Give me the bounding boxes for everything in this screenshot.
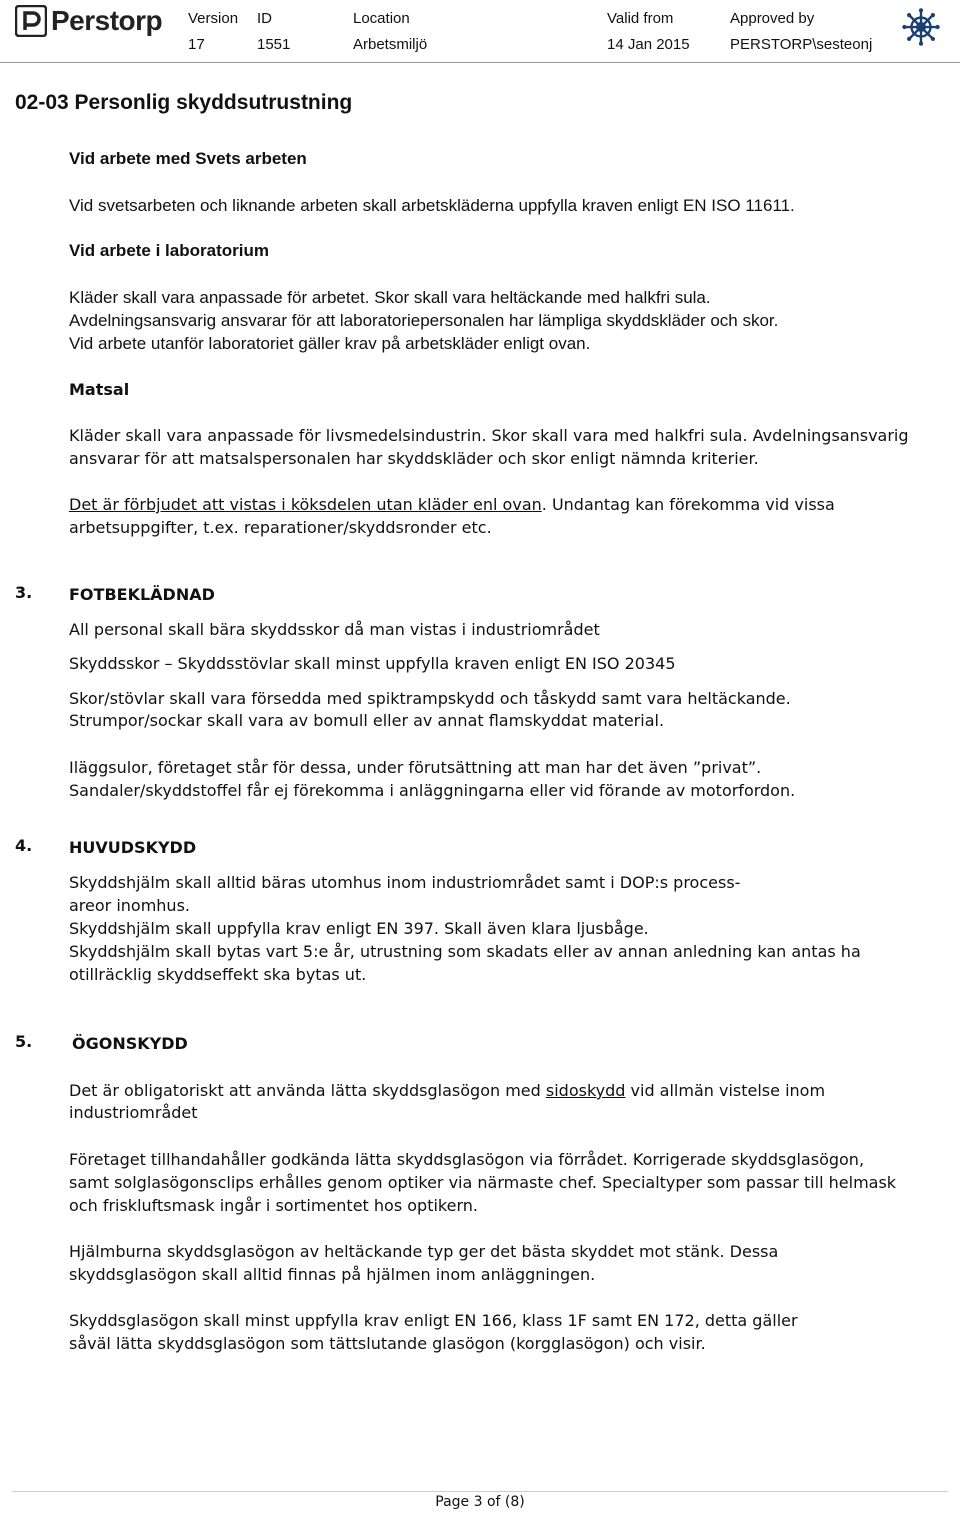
section-4-line-2: areor inomhus.: [69, 896, 190, 915]
perstorp-logo: [15, 3, 163, 41]
footer-divider: [12, 1491, 948, 1492]
matsal-forbidden-rest: . Undantag kan förekomma vid vissa: [541, 495, 835, 514]
section-3-p4-line-1: Iläggsulor, företaget står för dessa, under förutsättning att man har det även ”privat”.: [69, 758, 762, 777]
matsal-forbidden-line-1: [69, 493, 835, 516]
header-divider: [0, 62, 960, 63]
document-header: [0, 0, 960, 60]
matsal-line-2: ansvarar för att matsalspersonalen har skyddskläder och skor enligt nämnda kriterier.: [69, 449, 759, 468]
section-5-p1-before: Det är obligatoriskt att använda lätta skyddsglasögon med: [69, 1081, 546, 1100]
lab-line-3: Vid arbete utanför laboratoriet gäller krav på arbetskläder enligt ovan.: [69, 334, 591, 353]
header-version-label: Version: [188, 10, 239, 27]
svets-heading: Vid arbete med Svets arbeten: [69, 149, 307, 168]
header-approved-by-label: Approved by: [730, 10, 815, 27]
section-4-number: 4.: [15, 836, 33, 855]
svets-text: Vid svetsarbeten och liknande arbeten skall arbetskläderna uppfylla kraven enligt EN ISO 11611.: [69, 196, 795, 215]
section-5-p4-line-2: såväl lätta skyddsglasögon som tättslutande glasögon (korgglasögon) och visir.: [69, 1334, 706, 1353]
header-location-label: Location: [353, 10, 410, 27]
section-4-line-3: Skyddshjälm skall uppfylla krav enligt EN 397. Skall även klara ljusbåge.: [69, 919, 649, 938]
section-5-p1-line-2: industriområdet: [69, 1103, 198, 1122]
section-5-p1-underlined: sidoskydd: [545, 1081, 626, 1100]
section-4-heading: HUVUDSKYDD: [69, 838, 197, 857]
lab-line-1: Kläder skall vara anpassade för arbetet. Skor skall vara heltäckande med halkfri sula.: [69, 288, 711, 307]
logo-wordmark: Perstorp: [51, 5, 163, 36]
lab-heading: Vid arbete i laboratorium: [69, 241, 269, 260]
section-5-p3-line-2: skyddsglasögon skall alltid finnas på hjälmen inom anläggningen.: [69, 1265, 596, 1284]
perstorp-logo-mark-icon: [15, 5, 47, 37]
matsal-forbidden-underlined: Det är förbjudet att vistas i köksdelen utan kläder enl ovan: [69, 495, 542, 514]
header-id-value: 1551: [257, 36, 291, 53]
section-3-heading: FOTBEKLÄDNAD: [69, 585, 215, 604]
matsal-heading: Matsal: [69, 380, 130, 399]
matsal-forbidden-line-2: arbetsuppgifter, t.ex. reparationer/skyddsronder etc.: [69, 518, 492, 537]
section-3-p1: All personal skall bära skyddsskor då man vistas i industriområdet: [69, 620, 600, 639]
section-5-p1-line-1: [69, 1079, 825, 1102]
page-title: 02-03 Personlig skyddsutrustning: [15, 91, 353, 114]
section-5-p3-line-1: Hjälmburna skyddsglasögon av heltäckande typ ger det bästa skyddet mot stänk. Dessa: [69, 1242, 779, 1261]
section-5-p1-after: vid allmän vistelse inom: [625, 1081, 826, 1100]
section-3-p3-line-2: Strumpor/sockar skall vara av bomull eller av annat flamskyddat material.: [69, 711, 665, 730]
section-4-line-1: Skyddshjälm skall alltid bäras utomhus inom industriområdet samt i DOP:s process-: [69, 873, 741, 892]
ship-wheel-icon: [902, 8, 940, 46]
section-4-line-4: Skyddshjälm skall bytas vart 5:e år, utrustning som skadats eller av annan anledning kan antas ha: [69, 942, 861, 961]
lab-line-2: Avdelningsansvarig ansvarar för att laboratoriepersonalen har lämpliga skyddskläder och skor.: [69, 311, 779, 330]
matsal-line-1: Kläder skall vara anpassade för livsmedelsindustrin. Skor skall vara med halkfri sula. Avdelningsansvarig: [69, 426, 909, 445]
header-valid-from-label: Valid from: [607, 10, 674, 27]
section-5-p2-line-1: Företaget tillhandahåller godkända lätta skyddsglasögon via förrådet. Korrigerade skyddsglasögon,: [69, 1150, 865, 1169]
section-5-p4-line-1: Skyddsglasögon skall minst uppfylla krav enligt EN 166, klass 1F samt EN 172, detta gäller: [69, 1311, 798, 1330]
section-5-number: 5.: [15, 1032, 33, 1051]
header-valid-from-value: 14 Jan 2015: [607, 36, 690, 53]
section-5-heading: ÖGONSKYDD: [72, 1034, 188, 1053]
page-number: Page 3 of (8): [435, 1494, 525, 1510]
header-id-label: ID: [257, 10, 272, 27]
section-3-p3-line-1: Skor/stövlar skall vara försedda med spiktrampskydd och tåskydd samt vara heltäckande.: [69, 689, 791, 708]
section-3-number: 3.: [15, 583, 33, 602]
header-location-value: Arbetsmiljö: [353, 36, 428, 53]
header-approved-by-value: PERSTORP\sesteonj: [730, 36, 873, 53]
header-version-value: 17: [188, 36, 205, 53]
section-3-p2: Skyddsskor – Skyddsstövlar skall minst uppfylla kraven enligt EN ISO 20345: [69, 654, 676, 673]
section-5-p2-line-3: och friskluftsmask ingår i sortimentet hos optikern.: [69, 1196, 478, 1215]
section-3-p4-line-2: Sandaler/skyddstoffel får ej förekomma i anläggningarna eller vid förande av motorfordon.: [69, 781, 796, 800]
section-5-p2-line-2: samt solglasögonsclips erhålles genom optiker via närmaste chef. Specialtyper som passar till helmask: [69, 1173, 897, 1192]
section-4-line-5: otillräcklig skyddseffekt ska bytas ut.: [69, 965, 367, 984]
